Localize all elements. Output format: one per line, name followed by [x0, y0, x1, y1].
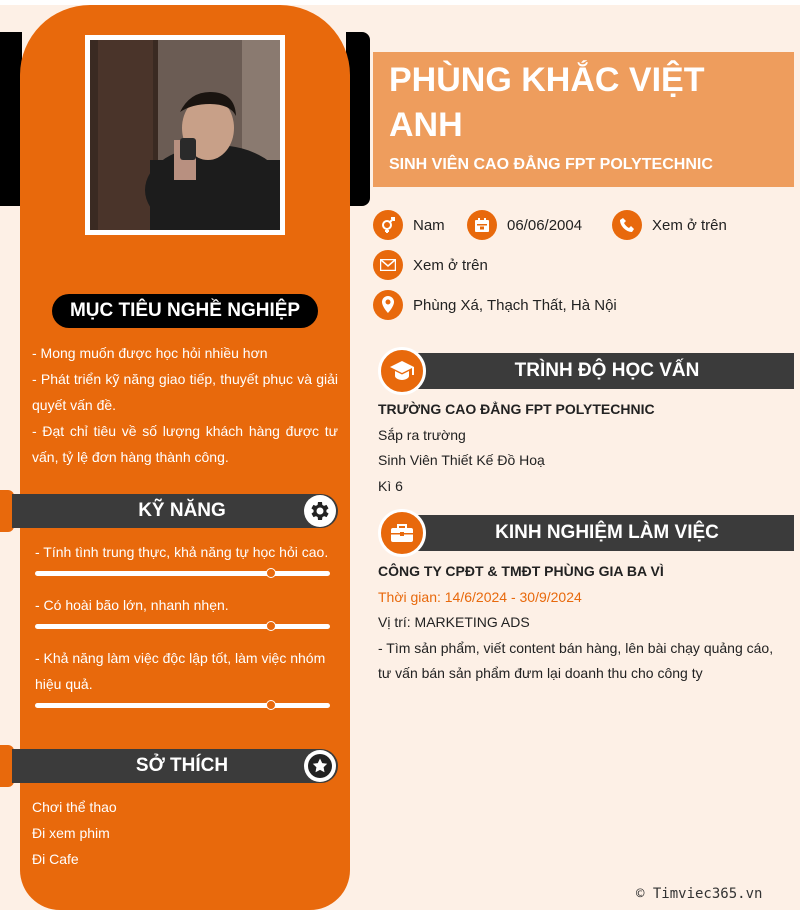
skill-level-knob [266, 568, 276, 578]
objective-line: - Mong muốn được học hỏi nhiều hơn [32, 345, 268, 361]
skill-label: - Có hoài bão lớn, nhanh nhẹn. [35, 597, 229, 613]
name-box [373, 52, 794, 187]
gear-icon [304, 495, 336, 527]
phone-item [612, 210, 727, 240]
skills-header [12, 494, 338, 528]
birthday-value: 06/06/2004 [507, 216, 583, 234]
copyright: © Timviec365.vn [636, 886, 763, 902]
birthday-item [467, 210, 582, 240]
education-status: Sắp ra trường [378, 426, 466, 443]
gender-icon [373, 210, 403, 240]
skill-bar [35, 703, 330, 708]
objective-text [32, 340, 338, 470]
briefcase-icon [378, 509, 426, 557]
full-name: PHÙNG KHẮC VIỆT ANH [389, 61, 705, 144]
hobbies-list [32, 794, 117, 872]
skill-label: - Khả năng làm việc độc lập tốt, làm việc nhóm hiệu quả. [35, 650, 326, 692]
hobbies-title: SỞ THÍCH [135, 755, 229, 776]
graduation-cap-icon [378, 347, 426, 395]
education-term: Kì 6 [378, 477, 403, 494]
objective-title: MỤC TIÊU NGHỀ NGHIỆP [52, 294, 318, 328]
experience-block [378, 559, 778, 687]
phone-icon [612, 210, 642, 240]
work-description: - Tìm sản phẩm, viết content bán hàng, lên bài chạy quảng cáo, tư vấn bán sản phẩm đưm lại doanh thu cho công ty [378, 639, 774, 681]
skill-bar [35, 624, 330, 629]
skill-label: - Tính tình trung thực, khả năng tự học hỏi cao. [35, 544, 329, 560]
education-header [378, 347, 794, 397]
work-position: Vị trí: MARKETING ADS [378, 614, 530, 630]
calendar-icon [467, 210, 497, 240]
education-block [378, 397, 778, 499]
hobbies-header [12, 749, 338, 783]
objective-line: - Đạt chỉ tiêu về số lượng khách hàng được tư vấn, tỷ lệ đơn hàng thành công. [32, 423, 338, 465]
skill-level-knob [266, 621, 276, 631]
email-item [373, 250, 488, 280]
star-icon [304, 750, 336, 782]
skill-level-knob [266, 700, 276, 710]
location-pin-icon [373, 290, 403, 320]
skill-bar [35, 571, 330, 576]
hobby-item: Đi Cafe [32, 851, 79, 867]
email-value: Xem ở trên [413, 256, 488, 274]
objective-line: - Phát triển kỹ năng giao tiếp, thuyết phục và giải quyết vấn đề. [32, 371, 338, 413]
school-name: TRƯỜNG CAO ĐẲNG FPT POLYTECHNIC [378, 401, 655, 417]
avatar-photo [90, 40, 280, 230]
phone-value: Xem ở trên [652, 216, 727, 234]
address-value: Phùng Xá, Thạch Thất, Hà Nội [413, 296, 617, 314]
gender-value: Nam [413, 216, 445, 234]
hobby-item: Chơi thể thao [32, 799, 117, 815]
decor-strip-left [0, 32, 22, 206]
address-item [373, 290, 617, 320]
education-major: Sinh Viên Thiết Kế Đồ Hoạ [378, 452, 545, 468]
gender-item [373, 210, 445, 240]
experience-title: KINH NGHIỆM LÀM VIỆC [400, 515, 794, 551]
work-period: Thời gian: 14/6/2024 - 30/9/2024 [378, 588, 582, 605]
mail-icon [373, 250, 403, 280]
company-name: CÔNG TY CPĐT & TMĐT PHÙNG GIA BA VÌ [378, 563, 664, 579]
job-title: SINH VIÊN CAO ĐẲNG FPT POLYTECHNIC [389, 156, 713, 173]
education-title: TRÌNH ĐỘ HỌC VẤN [400, 353, 794, 389]
avatar [85, 35, 285, 235]
experience-header [378, 509, 794, 559]
hobby-item: Đi xem phim [32, 825, 110, 841]
skills-title: KỸ NĂNG [138, 500, 226, 521]
